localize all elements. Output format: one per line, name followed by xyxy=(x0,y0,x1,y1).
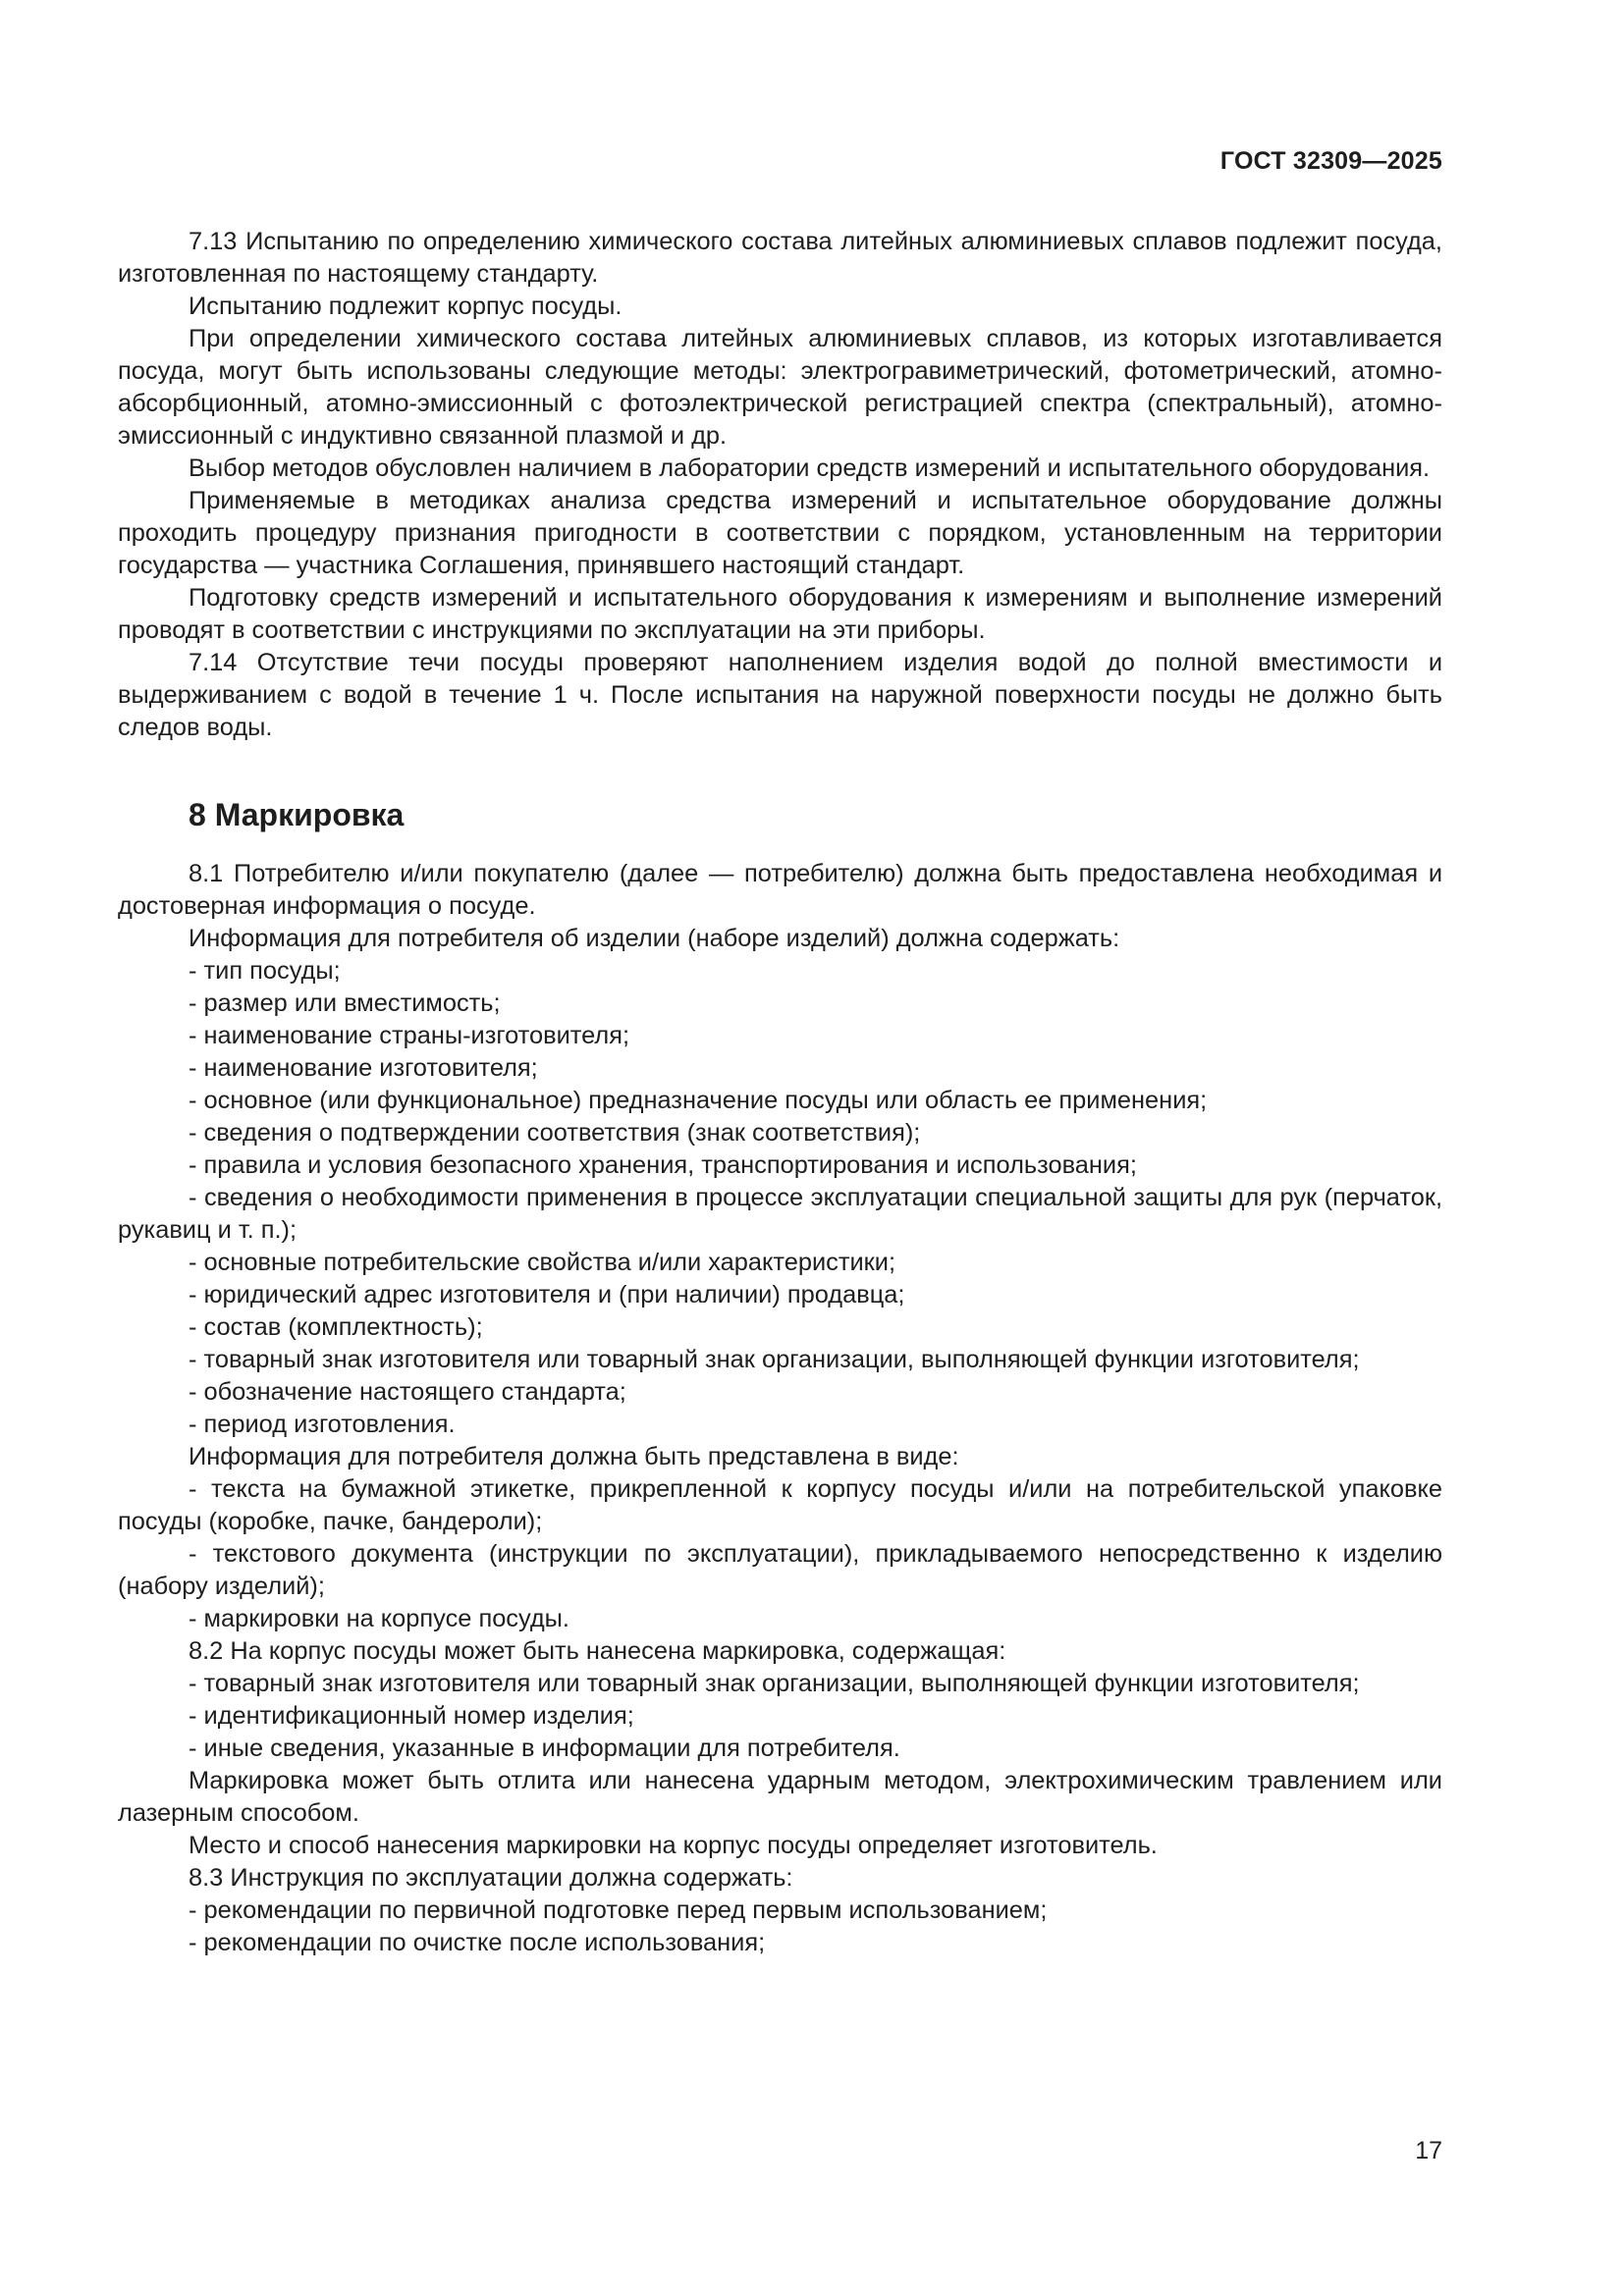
list-item: - товарный знак изготовителя или товарный знак организации, выполняющей функции изготовителя; xyxy=(189,1346,1360,1373)
list-item: - наименование изготовителя; xyxy=(189,1054,538,1082)
paragraph-8-3: 8.3 Инструкция по эксплуатации должна содержать: xyxy=(189,1864,793,1892)
paragraph: Место и способ нанесения маркировки на корпус посуды определяет изготовитель. xyxy=(189,1832,1158,1859)
list-item: - размер или вместимость; xyxy=(189,989,501,1017)
list-item: - юридический адрес изготовителя и (при наличии) продавца; xyxy=(189,1281,905,1308)
list-item: - тип посуды; xyxy=(189,957,341,985)
list-item: - товарный знак изготовителя или товарный знак организации, выполняющей функции изготовителя; xyxy=(189,1670,1360,1697)
paragraph-7-13: 7.13 Испытанию по определению химического состава литейных алюминиевых сплавов подлежит посуда, изготовленная по настоящему стандарту. xyxy=(118,228,1442,288)
list-item: - сведения о необходимости применения в процессе эксплуатации специальной защиты для рук (перчаток, рукавиц и т. п.); xyxy=(118,1184,1442,1244)
section-title-marking: 8 Маркировка xyxy=(189,797,405,832)
list-item: - иные сведения, указанные в информации для потребителя. xyxy=(189,1735,900,1762)
list-item: - состав (комплектность); xyxy=(189,1313,483,1341)
list-item: - рекомендации по очистке после использования; xyxy=(189,1929,766,1956)
list-item: - основное (или функциональное) предназначение посуды или область ее применения; xyxy=(189,1087,1208,1114)
paragraph: Маркировка может быть отлита или нанесена ударным методом, электрохимическим травлением или лазерным способом. xyxy=(118,1767,1442,1827)
paragraph-8-2: 8.2 На корпус посуды может быть нанесена маркировка, содержащая: xyxy=(189,1637,1006,1665)
list-item: - маркировки на корпусе посуды. xyxy=(189,1605,569,1632)
list-item: - идентификационный номер изделия; xyxy=(189,1702,634,1730)
list-item: - текстового документа (инструкции по эксплуатации), прикладываемого непосредственно к изделию (набору изделий); xyxy=(118,1540,1442,1600)
document-body xyxy=(118,226,1442,1959)
page-number: 17 xyxy=(1415,2137,1442,2164)
paragraph: Информация для потребителя должна быть представлена в виде: xyxy=(189,1443,959,1470)
paragraph: Испытанию подлежит корпус посуды. xyxy=(189,293,623,320)
list-item: - правила и условия безопасного хранения, транспортирования и использования; xyxy=(189,1151,1137,1179)
list-item: - текста на бумажной этикетке, прикрепленной к корпусу посуды и/или на потребительской упаковке посуды (коробке, пачке, бандероли); xyxy=(118,1475,1442,1535)
list-item: - обозначение настоящего стандарта; xyxy=(189,1378,626,1406)
document-header-code: ГОСТ 32309—2025 xyxy=(1219,147,1442,175)
paragraph-8-1: 8.1 Потребителю и/или покупателю (далее — потребителю) должна быть предоставлена необходимая и достоверная информация о посуде. xyxy=(118,860,1442,920)
list-item: - основные потребительские свойства и/или характеристики; xyxy=(189,1249,896,1276)
list-item: - рекомендации по первичной подготовке перед первым использованием; xyxy=(189,1896,1048,1924)
paragraph-7-14: 7.14 Отсутствие течи посуды проверяют наполнением изделия водой до полной вместимости и выдерживанием с водой в течение 1 ч. После испытания на наружной поверхности посуды не должно быть следов воды. xyxy=(118,649,1442,741)
list-item: - наименование страны-изготовителя; xyxy=(189,1022,630,1049)
paragraph: Выбор методов обусловлен наличием в лаборатории средств измерений и испытательного оборудования. xyxy=(189,454,1431,482)
paragraph: Подготовку средств измерений и испытательного оборудования к измерениям и выполнение измерений проводят в соответствии с инструкциями по эксплуатации на эти приборы. xyxy=(118,584,1442,644)
paragraph: При определении химического состава литейных алюминиевых сплавов, из которых изготавливается посуда, могут быть использованы следующие методы: электрогравиметрический, фотометрический, атомно-абсорбционный, атомно-эмиссионный с фотоэлектрической регистрацией спектра (спектральный), атомно-эмиссионный с индуктивно связанной плазмой и др. xyxy=(118,325,1442,450)
list-item: - период изготовления. xyxy=(189,1411,456,1438)
paragraph: Информация для потребителя об изделии (наборе изделий) должна содержать: xyxy=(189,925,1120,952)
list-item: - сведения о подтверждении соответствия (знак соответствия); xyxy=(189,1119,921,1147)
paragraph: Применяемые в методиках анализа средства измерений и испытательное оборудование должны проходить процедуру признания пригодности в соответствии с порядком, установленным на территории государства — участника Соглашения, принявшего настоящий стандарт. xyxy=(118,487,1442,579)
